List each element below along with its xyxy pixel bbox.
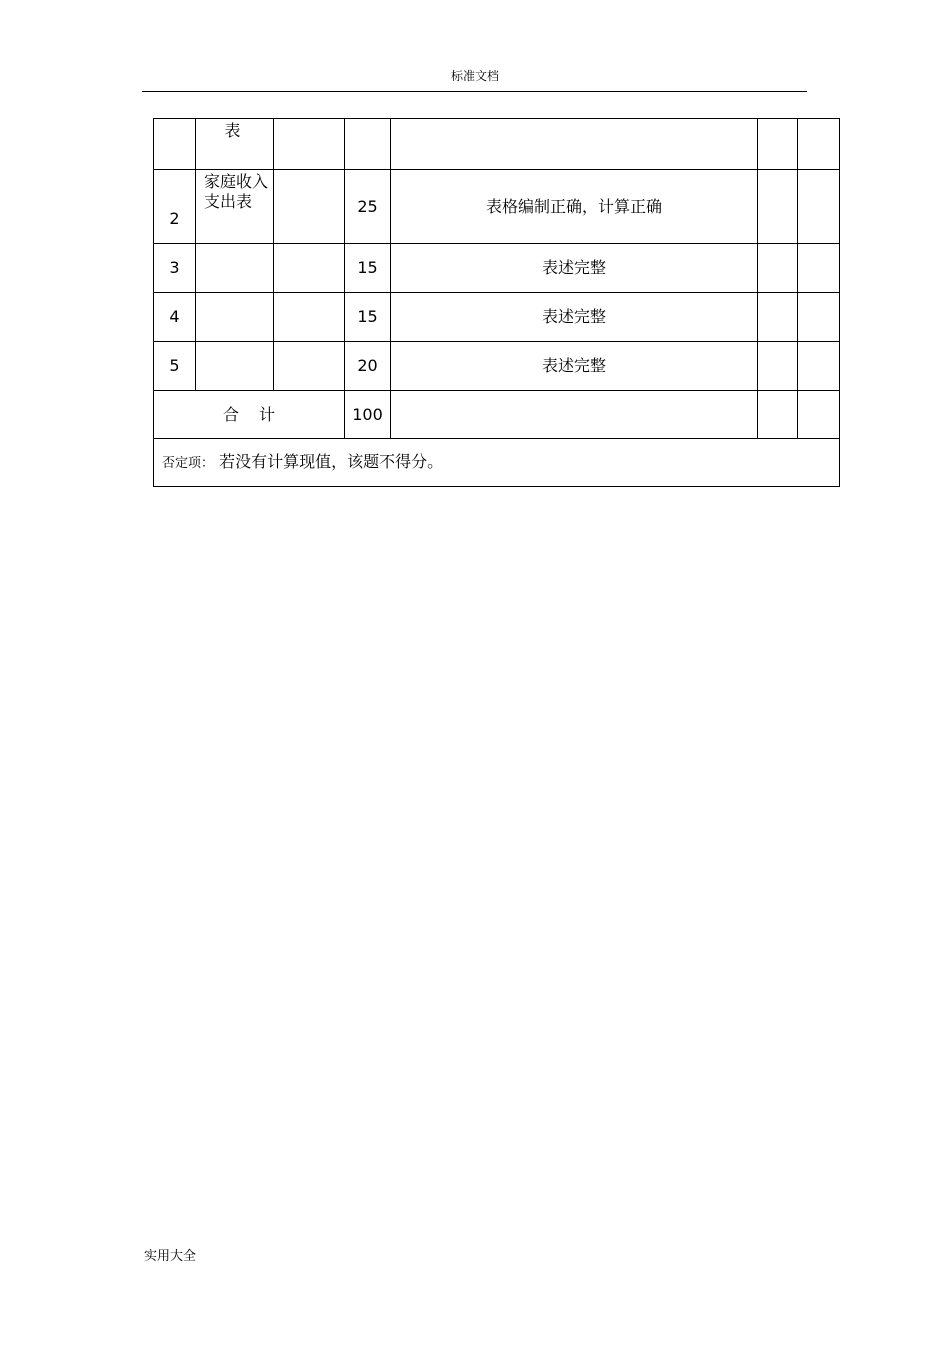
- blank-cell: [274, 342, 345, 391]
- blank-cell: [798, 119, 840, 170]
- negation-text: 若没有计算现值，该题不得分。: [219, 451, 444, 471]
- row-number: 5: [154, 342, 196, 391]
- score-cell: 25: [345, 170, 391, 244]
- negation-label: 否定项：: [162, 455, 215, 471]
- blank-cell: [798, 391, 840, 439]
- blank-cell: [798, 342, 840, 391]
- item-name: [196, 342, 274, 391]
- item-name: [196, 244, 274, 293]
- row-number: 3: [154, 244, 196, 293]
- total-score: 100: [345, 391, 391, 439]
- total-label-b: 计: [259, 404, 276, 424]
- criteria-cell: 表格编制正确，计算正确: [391, 170, 758, 244]
- table-row: [154, 293, 840, 342]
- table-row: [154, 342, 840, 391]
- criteria-cell: 表述完整: [391, 342, 758, 391]
- page-footer: 实用大全: [144, 1249, 197, 1264]
- negation-cell: [154, 439, 840, 487]
- blank-cell: [758, 293, 798, 342]
- table-row: [154, 170, 840, 244]
- negation-row: [154, 439, 840, 487]
- blank-cell: [758, 391, 798, 439]
- blank-cell: [274, 244, 345, 293]
- item-name: [196, 293, 274, 342]
- blank-cell: [758, 119, 798, 170]
- table-row: [154, 119, 840, 170]
- table-row: [154, 244, 840, 293]
- page-header: 标准文档: [450, 69, 499, 83]
- row-number: [154, 119, 196, 170]
- row-number: 2: [154, 170, 196, 244]
- blank-cell: [391, 391, 758, 439]
- criteria-cell: 表述完整: [391, 244, 758, 293]
- blank-cell: [798, 244, 840, 293]
- score-cell: 20: [345, 342, 391, 391]
- blank-cell: [274, 119, 345, 170]
- total-row: [154, 391, 840, 439]
- header-rule: [142, 91, 807, 92]
- blank-cell: [274, 293, 345, 342]
- blank-cell: [758, 342, 798, 391]
- score-cell: 15: [345, 244, 391, 293]
- total-label: [154, 391, 345, 439]
- score-cell: 15: [345, 293, 391, 342]
- blank-cell: [274, 170, 345, 244]
- blank-cell: [758, 244, 798, 293]
- blank-cell: [798, 170, 840, 244]
- row-number: 4: [154, 293, 196, 342]
- blank-cell: [798, 293, 840, 342]
- criteria-cell: 表述完整: [391, 293, 758, 342]
- score-cell: [345, 119, 391, 170]
- scoring-table: [153, 118, 840, 487]
- item-name: 表: [196, 119, 274, 170]
- item-name: 家庭收入支出表: [196, 170, 274, 244]
- criteria-cell: [391, 119, 758, 170]
- total-label-a: 合: [222, 404, 239, 424]
- blank-cell: [758, 170, 798, 244]
